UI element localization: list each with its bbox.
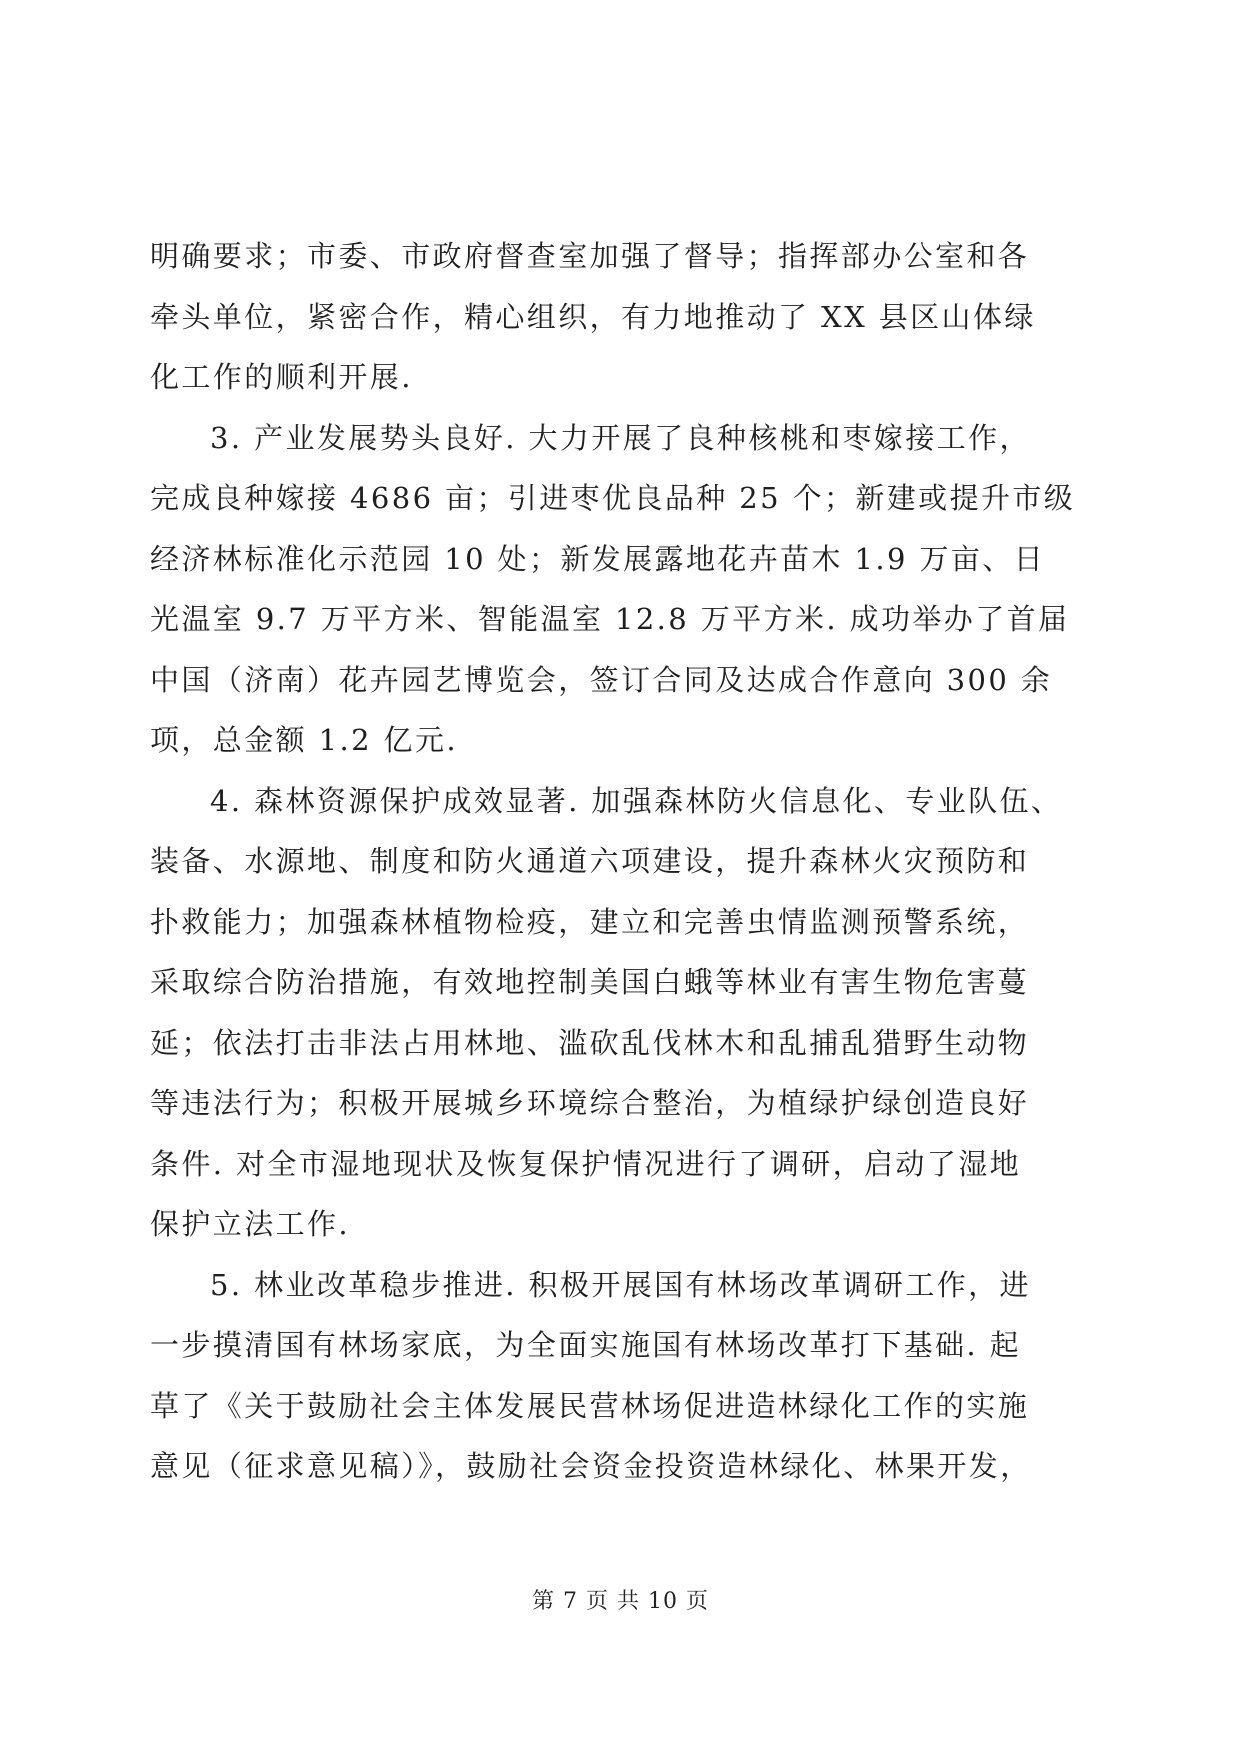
text-line: 装备、水源地、制度和防火通道六项建设，提升森林火灾预防和 bbox=[150, 844, 1030, 878]
body-text bbox=[150, 226, 1080, 1497]
text-line: 一步摸清国有林场家底，为全面实施国有林场改革打下基础. 起 bbox=[150, 1328, 1022, 1362]
text-line: 4. 森林资源保护成效显著. 加强森林防火信息化、专业队伍、 bbox=[210, 783, 1063, 818]
text-line: 等违法行为；积极开展城乡环境综合整治，为植绿护绿创造良好 bbox=[150, 1086, 1030, 1120]
text-line: 项，总金额 1.2 亿元. bbox=[150, 723, 458, 757]
text-line: 光温室 9.7 万平方米、智能温室 12.8 万平方米. 成功举办了首届 bbox=[150, 602, 1070, 636]
text-line: 采取综合防治措施，有效地控制美国白蛾等林业有害生物危害蔓 bbox=[150, 965, 1030, 999]
page-footer: 第 7 页 共 10 页 bbox=[532, 1589, 709, 1614]
text-line: 经济林标准化示范园 10 处；新发展露地花卉苗木 1.9 万亩、日 bbox=[150, 541, 1046, 576]
text-line: 中国（济南）花卉园艺博览会，签订合同及达成合作意向 300 余 bbox=[150, 662, 1053, 697]
text-line: 意见（征求意见稿）》，鼓励社会资金投资造林绿化、林果开发， bbox=[150, 1449, 1032, 1483]
text-line: 牵头单位，紧密合作，精心组织，有力地推动了 XX 县区山体绿 bbox=[150, 299, 1036, 334]
text-line: 化工作的顺利开展. bbox=[150, 360, 413, 394]
text-line: 延；依法打击非法占用林地、滥砍乱伐林木和乱捕乱猎野生动物 bbox=[150, 1025, 1030, 1060]
text-line: 条件. 对全市湿地现状及恢复保护情况进行了调研，启动了湿地 bbox=[150, 1146, 1022, 1181]
text-line: 保护立法工作. bbox=[150, 1207, 351, 1241]
text-line: 扑救能力；加强森林植物检疫，建立和完善虫情监测预警系统， bbox=[150, 904, 1030, 939]
text-line: 明确要求；市委、市政府督查室加强了督导；指挥部办公室和各 bbox=[150, 239, 1030, 273]
text-line: 3. 产业发展势头良好. 大力开展了良种核桃和枣嫁接工作， bbox=[210, 420, 1031, 455]
text-line: 草了《关于鼓励社会主体发展民营林场促进造林绿化工作的实施 bbox=[150, 1388, 1030, 1423]
text-line: 完成良种嫁接 4686 亩；引进枣优良品种 25 个；新建或提升市级 bbox=[150, 481, 1076, 515]
text-line: 5. 林业改革稳步推进. 积极开展国有林场改革调研工作，进 bbox=[210, 1267, 1031, 1302]
